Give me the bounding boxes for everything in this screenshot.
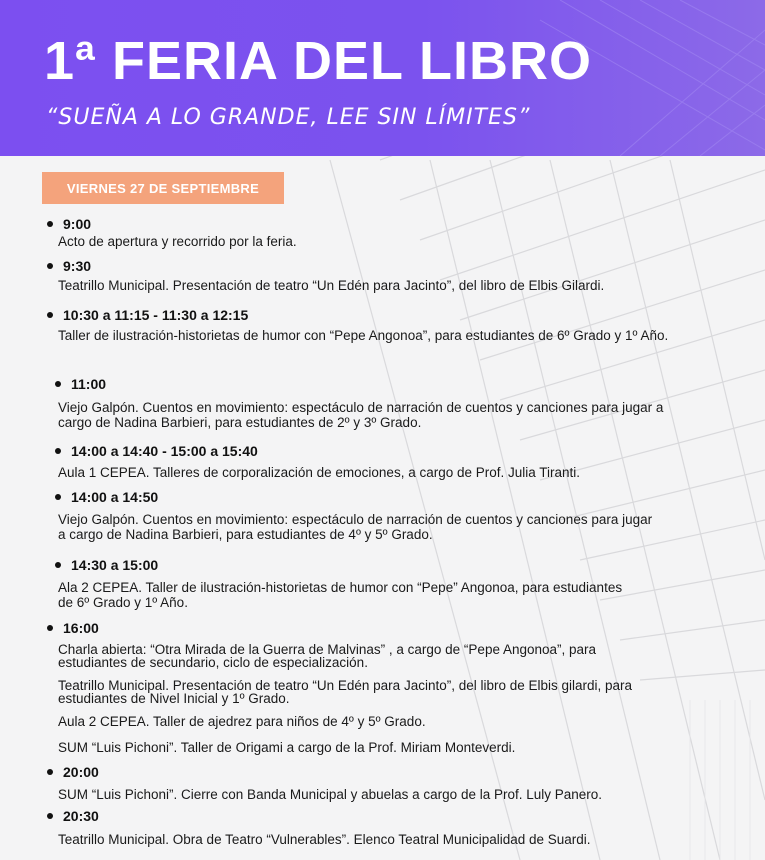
entry-description: Charla abierta: “Otra Mirada de la Guerra de Malvinas” , a cargo de “Pepe Angonoa”, para estudiantes de secundario, ciclo de especialización. [58, 642, 597, 670]
schedule-entry [47, 256, 727, 276]
schedule-entry [55, 555, 735, 575]
header-banner [0, 0, 765, 156]
entry-time: 16:00 [63, 620, 99, 636]
bullet-icon [55, 381, 61, 387]
entry-description: Taller de ilustración-historietas de humor con “Pepe Angonoa”, para estudiantes de 6º Grado y 1º Año. [58, 328, 669, 343]
entry-description: Aula 2 CEPEA. Taller de ajedrez para niños de 4º y 5º Grado. [58, 714, 426, 729]
schedule-entry [47, 214, 727, 234]
entry-time: 11:00 [71, 376, 107, 392]
schedule-entry [55, 487, 735, 507]
entry-description: SUM “Luis Pichoni”. Taller de Origami a cargo de la Prof. Miriam Monteverdi. [58, 740, 516, 755]
entry-time: 14:00 a 14:50 [71, 489, 159, 505]
entry-description: Teatrillo Municipal. Presentación de teatro “Un Edén para Jacinto”, del libro de Elbis Gilardi. [58, 278, 605, 293]
bullet-icon [55, 562, 61, 568]
page-subtitle: “SUEÑA A LO GRANDE, LEE SIN LÍMITES” [46, 105, 531, 130]
entry-time: 14:30 a 15:00 [71, 557, 159, 573]
entry-description: Viejo Galpón. Cuentos en movimiento: espectáculo de narración de cuentos y canciones para jugar a cargo de Nadina Barbieri, para estudiantes de 4º y 5º Grado. [58, 512, 653, 542]
date-badge: VIERNES 27 DE SEPTIEMBRE [42, 172, 284, 204]
entry-description: Acto de apertura y recorrido por la feria. [58, 234, 297, 249]
entry-time: 14:00 a 14:40 - 15:00 a 15:40 [71, 443, 258, 459]
schedule-entry [55, 374, 735, 394]
bullet-icon [47, 813, 53, 819]
entry-description: SUM “Luis Pichoni”. Cierre con Banda Municipal y abuelas a cargo de la Prof. Luly Panero. [58, 787, 603, 802]
schedule-entry [47, 618, 727, 638]
bullet-icon [47, 625, 53, 631]
schedule-entry [47, 305, 727, 325]
bullet-icon [47, 312, 53, 318]
schedule-entry [47, 762, 727, 782]
entry-time: 9:00 [63, 216, 92, 232]
entry-description: Viejo Galpón. Cuentos en movimiento: espectáculo de narración de cuentos y canciones para jugar a cargo de Nadina Barbieri, para estudiantes de 2º y 3º Grado. [58, 400, 664, 430]
bullet-icon [55, 448, 61, 454]
entry-description: Aula 1 CEPEA. Talleres de corporalización de emociones, a cargo de Prof. Julia Tiranti. [58, 465, 581, 480]
bullet-icon [47, 263, 53, 269]
entry-time: 10:30 a 11:15 - 11:30 a 12:15 [63, 307, 249, 323]
bullet-icon [55, 494, 61, 500]
entry-description: Teatrillo Municipal. Presentación de teatro “Un Edén para Jacinto”, del libro de Elbis gilardi, para estudiantes de Nivel Inicial y 1º Grado. [58, 678, 633, 706]
entry-time: 20:00 [63, 764, 99, 780]
schedule-entry [55, 441, 735, 461]
schedule-entry [47, 806, 727, 826]
entry-time: 9:30 [63, 258, 92, 274]
bullet-icon [47, 221, 53, 227]
entry-description: Teatrillo Municipal. Obra de Teatro “Vulnerables”. Elenco Teatral Municipalidad de Suardi. [58, 832, 591, 847]
entry-description: Ala 2 CEPEA. Taller de ilustración-historietas de humor con “Pepe” Angonoa, para estudiantes de 6º Grado y 1º Año. [58, 580, 623, 610]
bullet-icon [47, 769, 53, 775]
page-title: 1ª FERIA DEL LIBRO [44, 31, 593, 91]
entry-time: 20:30 [63, 808, 99, 824]
